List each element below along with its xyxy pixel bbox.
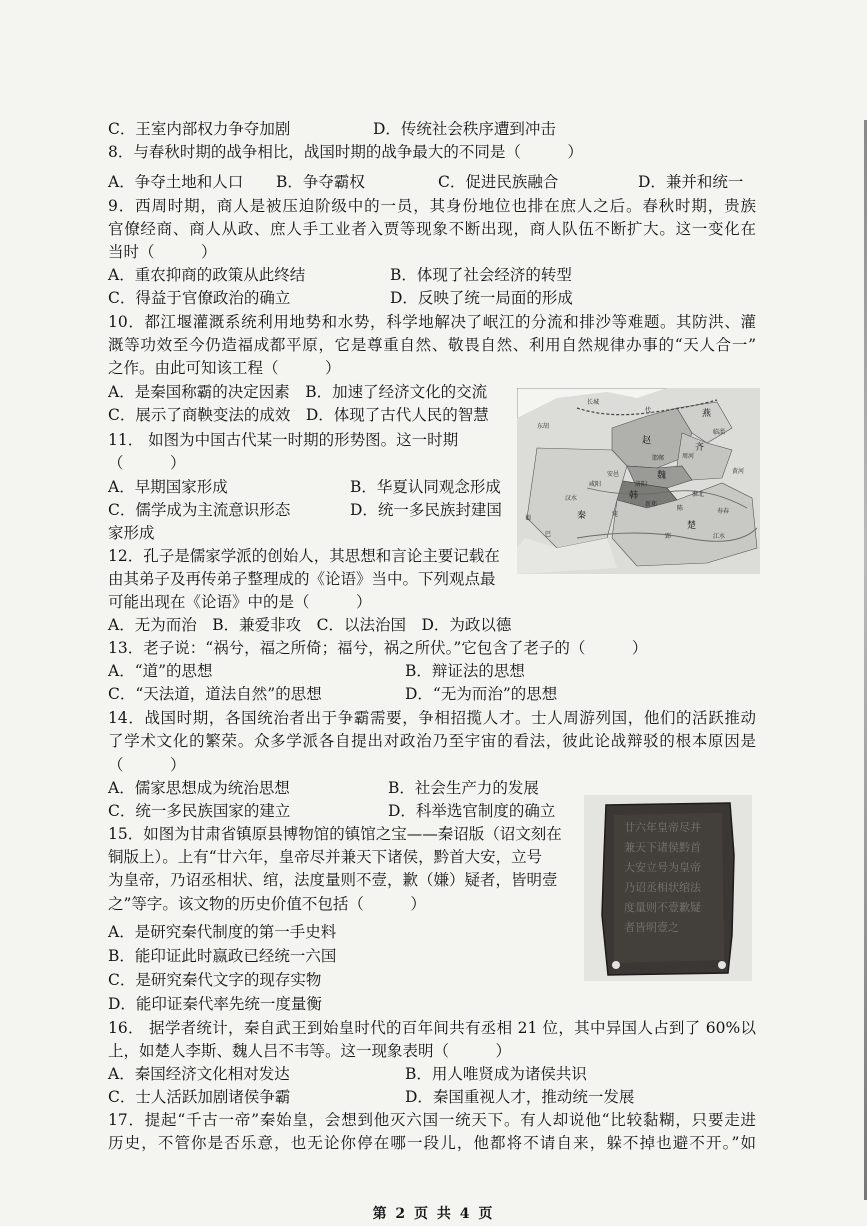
q15-option-c: C．是研究秦代文字的现存实物 [108, 971, 322, 989]
q11-option-b: B．华夏认同观念形成 [350, 478, 501, 496]
map-label-linzi: 临淄 [713, 429, 726, 436]
warring-states-map [517, 388, 760, 574]
q8-option-c: C．促进民族融合 [438, 173, 559, 191]
q11-option-d-cont: 家形成 [108, 524, 155, 542]
map-label-xinzheng: 新郑 [645, 501, 658, 508]
q10-stem-2: 溉等功效至今仍造福成都平原，它是尊重自然、敬畏自然、利用自然规律办事的“天人合一” [108, 336, 756, 354]
q9-option-b: B．体现了社会经济的转型 [390, 266, 572, 284]
q14-option-d: D．科举选官制度的确立 [388, 802, 556, 820]
inscription-line-5: 度量则不壹歉疑 [624, 901, 701, 914]
q14-stem-3: （ ） [108, 756, 186, 774]
map-label-qin: 秦 [577, 511, 587, 521]
map-label-zhouhe: 周河 [682, 453, 695, 460]
q9-option-d: D．反映了统一局面的形成 [390, 289, 573, 307]
q11-option-c: C．儒学成为主流意识形态 [108, 501, 291, 519]
map-label-jiangshui: 江水 [713, 533, 726, 540]
q8-option-d: D．兼并和统一 [638, 173, 744, 191]
q9-option-c: C．得益于官僚政治的确立 [108, 289, 291, 307]
q15-stem-3: 为皇帝，乃诏丞相状、绾，法度量则不壹，歉（嫌）疑者，皆明壹 [108, 871, 558, 889]
q15-stem-2: 铜版上）。上有“廿六年，皇帝尽并兼天下诸侯，黔首大安，立号 [108, 848, 543, 866]
map-label-handan: 邯郸 [652, 455, 665, 462]
q8-option-a: A．争夺土地和人口 [108, 173, 244, 191]
q9-stem-2: 官僚经商、商人从政、庶人手工业者入贾等现象不断出现，商人队伍不断扩大。这一变化在 [108, 220, 756, 238]
q11-stem-1: 11． 如图为中国古代某一时期的形势图。这一时期 [108, 431, 459, 449]
q7-option-d: D．传统社会秩序遭到冲击 [373, 120, 556, 138]
q17-stem-2: 历史，不管你是否乐意，也无论你停在哪一段儿，他都将不请自来，躲不掉也避不开。”如 [108, 1134, 756, 1152]
map-label-wei: 魏 [657, 471, 667, 481]
map-label-wan: 宛 [612, 511, 619, 518]
q10-stem-3: 之作。由此可知该工程（ ） [108, 359, 341, 377]
q17-stem-1: 17．提起“千古一帝”秦始皇，会想到他灭六国一统天下。有人却说他“比较黏糊，只要走进 [108, 1111, 756, 1129]
page-footer: 第 2 页 共 4 页 [372, 1206, 495, 1222]
q10-options-cd: C．展示了商鞅变法的成效 D．体现了古代人民的智慧 [108, 406, 489, 424]
map-label-han: 韩 [629, 491, 639, 501]
map-label-hanshui: 汉水 [565, 495, 578, 502]
map-label-ba: 巴 [545, 531, 552, 538]
q14-option-a: A．儒家思想成为统治思想 [108, 779, 290, 797]
q15-stem-1: 15．如图为甘肃省镇原县博物馆的镇馆之宝——秦诏版（诏文刻在 [108, 825, 562, 843]
q16-stem-2: 上，如楚人李斯、魏人吕不韦等。这一现象表明（ ） [108, 1042, 512, 1060]
q16-stem-1: 16． 据学者统计，秦自武王到始皇时代的百年间共有丞相 21 位，其中异国人占到了 60%以 [108, 1019, 756, 1037]
map-label-luoyang: 洛阳 [635, 481, 648, 488]
q15-stem-4: 之”等字。该文物的历史价值不包括（ ） [108, 895, 426, 913]
inscription-line-4: 乃诏丞相状绾法 [624, 881, 701, 894]
map-label-changcheng: 长城 [587, 399, 600, 406]
q9-option-a: A．重农抑商的政策从此终结 [108, 266, 306, 284]
map-label-chen: 陈 [677, 505, 684, 512]
map-label-huanghe: 黄河 [732, 468, 745, 475]
inscription-line-3: 大安立号为皇帝 [624, 861, 701, 874]
q8-options [108, 172, 743, 192]
q14-stem-1: 14．战国时期，各国统治者出于争霸需要，争相招揽人才。士人周游列国，他们的活跃推动 [108, 709, 756, 727]
q13-option-c: C．“天法道，道法自然”的思想 [108, 685, 322, 703]
map-label-ying: 郢 [665, 533, 672, 540]
q15-option-d: D．能印证秦代率先统一度量衡 [108, 995, 322, 1013]
inscription-line-6: 者皆明壹之 [624, 921, 679, 934]
q10-stem-1: 10．都江堰灌溉系统利用地势和水势，科学地解决了岷江的分流和排沙等难题。其防洪、灌 [108, 313, 756, 331]
q16-option-a: A．秦国经济文化相对发达 [108, 1065, 290, 1083]
q15-option-b: B．能印证此时嬴政已经统一六国 [108, 947, 337, 965]
q9-stem-1: 9．西周时期，商人是被压迫阶级中的一员，其身份地位也排在庶人之后。春秋时期，贵族 [108, 197, 756, 215]
q12-stem-2: 由其弟子及再传弟子整理成的《论语》当中。下列观点最 [108, 570, 496, 588]
q12-stem-3: 可能出现在《论语》中的是（ ） [108, 593, 372, 611]
inscription-line-1: 廿六年皇帝尽并 [624, 821, 701, 834]
q13-option-d: D．“无为而治”的思想 [405, 685, 558, 703]
qin-edict-plate-photo [584, 795, 752, 981]
map-label-zhao: 赵 [642, 436, 652, 446]
map-label-yan: 燕 [702, 409, 712, 419]
q13-option-b: B．辩证法的思想 [405, 662, 525, 680]
map-label-xianyang: 咸阳 [589, 481, 602, 488]
q12-stem-1: 12．孔子是儒家学派的创始人，其思想和言论主要记载在 [108, 547, 500, 565]
q15-option-a: A．是研究秦代制度的第一手史料 [108, 923, 337, 941]
map-label-chu: 楚 [687, 521, 697, 531]
map-label-anyi: 安邑 [607, 471, 620, 478]
q11-option-a: A．早期国家形成 [108, 478, 228, 496]
q16-option-b: B．用人唯贤成为诸侯共识 [405, 1065, 587, 1083]
q11-option-d: D．统一多民族封建国 [350, 501, 502, 519]
q8-stem: 8．与春秋时期的战争相比，战国时期的战争最大的不同是（ ） [108, 143, 583, 161]
q16-option-d: D．秦国重视人才，推动统一发展 [405, 1088, 635, 1106]
q11-stem-2: （ ） [108, 454, 186, 472]
q14-option-b: B．社会生产力的发展 [388, 779, 539, 797]
q10-options-ab: A．是秦国称霸的决定因素 B．加速了经济文化的交流 [108, 383, 488, 401]
map-label-qi: 齐 [695, 443, 705, 453]
map-label-huaibei: 淮北 [692, 491, 705, 498]
q7-option-c: C．王室内部权力争夺加剧 [108, 120, 291, 138]
q13-stem: 13．老子说：“祸兮，福之所倚；福兮，祸之所伏。”它包含了老子的（ ） [108, 639, 648, 657]
q16-option-c: C．士人活跃加剧诸侯争霸 [108, 1088, 291, 1106]
map-label-donghu: 东胡 [537, 423, 550, 430]
q14-stem-2: 了学术文化的繁荣。众多学派各自提出对政治乃至宇宙的看法，彼此论战辩驳的根本原因是 [108, 732, 756, 750]
q14-option-c: C．统一多民族国家的建立 [108, 802, 291, 820]
map-label-shouchun: 寿春 [717, 508, 730, 515]
q12-options: A．无为而治 B．兼爱非攻 C．以法治国 D．为政以德 [108, 616, 512, 634]
q13-option-a: A．“道”的思想 [108, 662, 213, 680]
q9-stem-3: 当时（ ） [108, 243, 217, 261]
inscription-line-2: 兼天下诸侯黔首 [624, 841, 701, 854]
map-label-dai: 代 [645, 407, 652, 414]
q8-option-b: B．争夺霸权 [276, 173, 365, 191]
map-label-shu: 蜀 [525, 515, 532, 522]
